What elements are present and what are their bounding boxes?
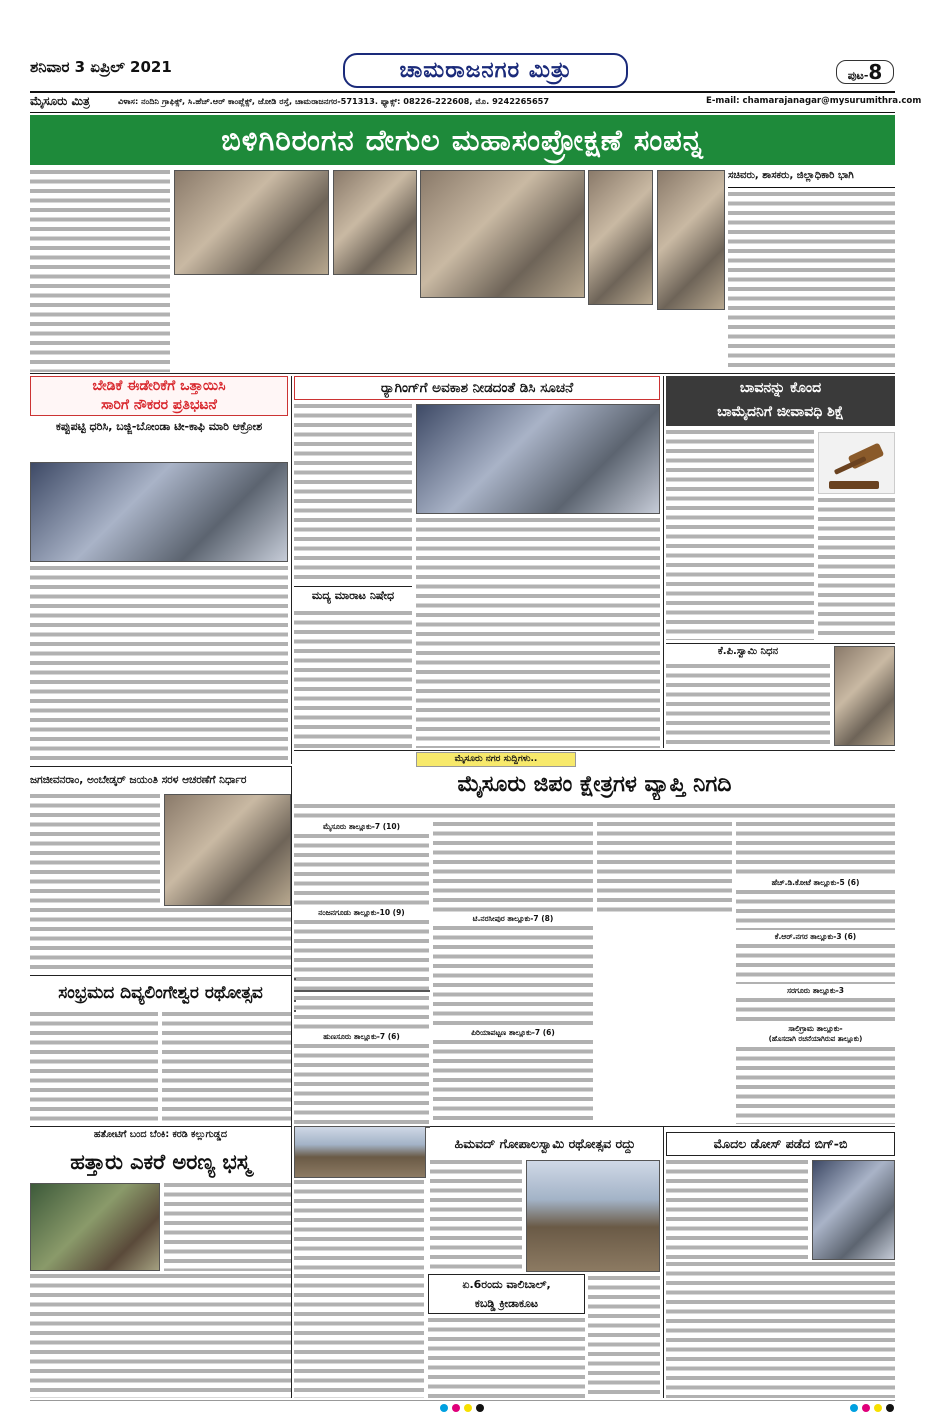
temple-subhead: ಸಚಿವರು, ಶಾಸಕರು, ಜಿಲ್ಲಾಧಿಕಾರಿ ಭಾಗಿ xyxy=(728,170,895,188)
jayanti-headline: ಜಗಜೀವನರಾಂ, ಅಂಬೇಡ್ಕರ್ ಜಯಂತಿ ಸರಳ ಆಚರಣೆಗೆ ನಿರ್ಧಾರ xyxy=(30,774,247,786)
chariot-photo xyxy=(294,990,430,992)
masthead-title-box xyxy=(343,53,628,88)
vaccine-headline-box xyxy=(666,1132,895,1156)
temple-column-1 xyxy=(30,170,170,372)
gopalaswamy-text-1 xyxy=(430,1160,522,1272)
temple-photo-2 xyxy=(333,170,417,275)
jayanti-text-2 xyxy=(30,908,291,972)
mysuru-section-tag xyxy=(416,752,576,767)
temple-photo-1 xyxy=(174,170,329,275)
workers-headline-1: ಬೇಡಿಕೆ ಈಡೇರಿಕೆಗೆ ಒತ್ತಾಯಿಸಿ xyxy=(92,378,226,394)
taluk-periyapatna: ಪಿರಿಯಾಪಟ್ಟಣ ತಾಲ್ಲೂಕು-7 (6) xyxy=(471,1028,555,1037)
murder-headline-2: ಬಾಮೈದನಿಗೆ ಜೀವಾವಧಿ ಶಿಕ್ಷೆ xyxy=(717,404,844,420)
gavel-icon xyxy=(818,432,895,494)
temple-text-right xyxy=(728,192,895,370)
fire-kicker: ಹತೋಟಿಗೆ ಬಂದ ಬೆಂಕಿ: ಕರಡಿ ಕಲ್ಲುಗುಡ್ಡದ xyxy=(93,1129,228,1140)
banner xyxy=(30,115,895,165)
contact-email: E-mail: chamarajanagar@mysurumithra.com xyxy=(706,96,922,106)
obituary-text xyxy=(666,664,830,748)
temple-photo-3 xyxy=(420,170,585,298)
fire-text-2 xyxy=(30,1274,291,1398)
taluk-saraguru: ಸರಗೂರು ತಾಲ್ಲೂಕು-3 xyxy=(786,986,844,995)
ragging-text-2 xyxy=(416,518,660,748)
edition-date: ಶನಿವಾರ 3 ಏಪ್ರಿಲ್ 2021 xyxy=(30,58,172,76)
obituary-headline: ಕೆ.ಪಿ.ಸ್ವಾಮಿ ನಿಧನ xyxy=(717,646,779,657)
fire-text-1 xyxy=(164,1183,291,1271)
murder-text-2 xyxy=(818,498,895,640)
vaccine-text-1 xyxy=(666,1160,808,1260)
banner-headline: ಬಿಳಿಗಿರಿರಂಗನ ದೇಗುಲ ಮಹಾಸಂಪ್ರೋಕ್ಷಣೆ ಸಂಪನ್ನ xyxy=(221,123,704,157)
taluk-nanjangud: ನಂಜನಗೂಡು ತಾಲ್ಲೂಕು-10 (9) xyxy=(318,908,405,917)
paper-brand: ಮೈಸೂರು ಮಿತ್ರ xyxy=(30,94,90,108)
page-number: 8 xyxy=(868,60,883,84)
fire-photo xyxy=(30,1183,160,1271)
liquor-headline: ಮದ್ಯ ಮಾರಾಟ ನಿಷೇಧ xyxy=(311,589,395,602)
taluk-tnarasipura-list xyxy=(433,926,593,1026)
jayanti-text-1 xyxy=(30,794,160,906)
address-line: ವಿಳಾಸ: ನಂದಿನಿ ಗ್ರಾಫಿಕ್ಸ್, ಸಿ.ಹೆಚ್.ಆರ್ ಕಾಂಪ್ಲೆಕ್ಸ್, ಜೋಡಿ ರಸ್ತೆ, ಚಾಮರಾಜನಗರ-571313. ಫ್ಯಾಕ್ಸ್: 08226-222608, ಮೊ. 9242265657 xyxy=(118,96,550,106)
ragging-photo xyxy=(416,404,660,514)
registration-dot-cyan-right xyxy=(850,1404,858,1412)
divyalingeshwara-chariot-photo xyxy=(294,978,296,980)
taluk-krnagar: ಕೆ.ಆರ್.ನಗರ ತಾಲ್ಲೂಕು-3 (6) xyxy=(774,932,857,941)
gopalaswamy-text-2 xyxy=(588,1276,660,1398)
taluk-saligrama: ಸಾಲಿಗ್ರಾಮ ತಾಲ್ಲೂಕು- xyxy=(788,1024,843,1033)
mysuru-headline: ಮೈಸೂರು ಜಿಪಂ ಕ್ಷೇತ್ರಗಳ ವ್ಯಾಪ್ತಿ ನಿಗದಿ xyxy=(457,772,732,797)
taluk-hdkote-list xyxy=(736,890,895,930)
registration-dot-black xyxy=(476,1404,484,1412)
ragging-headline-box xyxy=(294,376,660,400)
taluk-col-4-list xyxy=(736,822,895,876)
ragging-text-1 xyxy=(294,404,412,584)
volleyball-headline-2: ಕಬಡ್ಡಿ ಕ್ರೀಡಾಕೂಟ xyxy=(474,1297,539,1310)
chariot-festival-photo xyxy=(294,1126,426,1178)
taluk-tnarasipura: ಟಿ.ನರಸೀಪುರ ತಾಲ್ಲೂಕು-7 (8) xyxy=(472,914,554,923)
taluk-mysuru-list xyxy=(294,834,429,906)
taluk-saligrama-list xyxy=(736,1047,895,1124)
taluk-new-note: (ಹೊಸದಾಗಿ ರಚನೆಯಾಗಿರುವ ತಾಲ್ಲೂಕು) xyxy=(768,1035,863,1043)
ragging-headline: ರ್‍ಯಾಗಿಂಗ್‌ಗೆ ಅವಕಾಶ ನೀಡದಂತೆ ಡಿಸಿ ಸೂಚನೆ xyxy=(380,380,574,396)
festival-photo xyxy=(294,1000,296,1002)
page-label: ಪುಟ- xyxy=(847,69,869,82)
taluk-hunsur: ಹುಣಸೂರು ತಾಲ್ಲೂಕು-7 (6) xyxy=(323,1032,400,1041)
taluk-hdkote: ಹೆಚ್.ಡಿ.ಕೋಟೆ ತಾಲ್ಲೂಕು-5 (6) xyxy=(771,878,860,887)
rathotsava-headline: ಸಂಭ್ರಮದ ದಿವ್ಯಲಿಂಗೇಶ್ವರ ರಥೋತ್ಸವ xyxy=(58,983,263,1003)
volleyball-headline-box xyxy=(428,1274,585,1314)
registration-dot-black-right xyxy=(886,1404,894,1412)
gopalaswamy-headline: ಹಿಮವದ್ ಗೋಪಾಲಸ್ವಾಮಿ ರಥೋತ್ಸವ ರದ್ದು xyxy=(454,1136,636,1151)
volleyball-headline-1: ಏ.6ರಂದು ವಾಲಿಬಾಲ್, xyxy=(462,1278,551,1291)
vaccine-photo xyxy=(812,1160,895,1260)
workers-headline-box xyxy=(30,376,288,416)
bottom-mid-text-1 xyxy=(294,1180,424,1270)
gopalaswamy-photo xyxy=(526,1160,660,1272)
taluk-hunsur-list xyxy=(294,1044,429,1124)
registration-dot-cyan xyxy=(440,1404,448,1412)
volleyball-text xyxy=(428,1318,585,1398)
masthead-title: ಚಾಮರಾಜನಗರ ಮಿತ್ರು xyxy=(399,58,572,83)
page-number-box xyxy=(836,60,894,84)
registration-dot-yellow-right xyxy=(874,1404,882,1412)
taluk-nanjangud-list xyxy=(294,920,429,1030)
workers-subhead: ಕಪ್ಪುಪಟ್ಟಿ ಧರಿಸಿ, ಬಜ್ಜಿ-ಬೋಂಡಾ ಟೀ-ಕಾಫಿ ಮಾರಿ ಆಕ್ರೋಶ xyxy=(55,420,263,433)
workers-headline-2: ಸಾರಿಗೆ ನೌಕರರ ಪ್ರತಿಭಟನೆ xyxy=(101,397,217,413)
taluk-saraguru-list xyxy=(736,998,895,1022)
taluk-col-3-list xyxy=(597,822,732,912)
registration-dot-yellow xyxy=(464,1404,472,1412)
vaccine-text-2 xyxy=(666,1262,895,1398)
mysuru-intro xyxy=(294,804,895,822)
obituary-photo xyxy=(834,646,895,746)
murder-text xyxy=(666,430,814,640)
registration-dot-magenta-right xyxy=(862,1404,870,1412)
workers-photo xyxy=(30,462,288,562)
bottom-mid-text-2 xyxy=(294,1274,424,1398)
taluk-col-2-list xyxy=(433,822,593,912)
temple-photo-4 xyxy=(588,170,653,305)
vaccine-headline: ಮೊದಲ ಡೋಸ್ ಪಡೆದ ಬಿಗ್-ಬಿ xyxy=(713,1136,848,1151)
taluk-mysuru: ಮೈಸೂರು ತಾಲ್ಲೂಕು-7 (10) xyxy=(322,822,401,831)
rathotsava-main-photo xyxy=(294,1010,296,1012)
taluk-periyapatna-list xyxy=(433,1040,593,1124)
workers-text xyxy=(30,566,288,764)
jayanti-photo xyxy=(164,794,291,906)
taluk-krnagar-list xyxy=(736,944,895,984)
murder-headline-1: ಬಾವನನ್ನು ಕೊಂದ xyxy=(739,380,822,396)
registration-dot-magenta xyxy=(452,1404,460,1412)
mysuru-section-label: ಮೈಸೂರು ನಗರ ಸುದ್ದಿಗಳು.. xyxy=(454,754,538,764)
liquor-text xyxy=(294,611,412,748)
rathotsava-text-2 xyxy=(162,1012,291,1122)
temple-photo-5 xyxy=(657,170,725,310)
murder-headline-box xyxy=(666,376,895,426)
fire-headline: ಹತ್ತಾರು ಎಕರೆ ಅರಣ್ಯ ಭಸ್ಮ xyxy=(70,1150,251,1174)
rathotsava-text-1 xyxy=(30,1012,158,1122)
